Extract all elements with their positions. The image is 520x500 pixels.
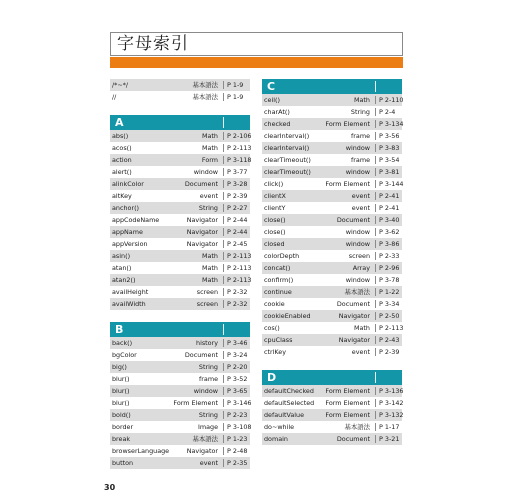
index-row — [110, 385, 250, 397]
entry-category: Navigator — [186, 240, 218, 248]
entry-page: P 2-96 — [379, 264, 400, 272]
section-b-table — [110, 337, 250, 469]
index-row — [110, 238, 250, 250]
entry-page: P 3-28 — [227, 180, 248, 188]
entry-page: P 3-118 — [227, 156, 252, 164]
column-divider — [223, 387, 224, 395]
entry-page: P 2-113 — [227, 252, 252, 260]
entry-name: acos() — [112, 144, 132, 152]
entry-name: /*~*/ — [112, 81, 129, 89]
index-row — [262, 334, 402, 346]
entry-page: P 3-54 — [379, 156, 400, 164]
index-row — [110, 130, 250, 142]
entry-category: Form — [201, 156, 218, 164]
entry-category: window — [345, 276, 370, 284]
entry-page: P 3-77 — [227, 168, 248, 176]
column-divider — [223, 192, 224, 200]
column-divider — [375, 192, 376, 200]
column-divider — [223, 411, 224, 419]
index-row — [262, 385, 402, 397]
entry-name: abs() — [112, 132, 129, 140]
entry-category: Math — [202, 252, 218, 260]
entry-name: availHeight — [112, 288, 149, 296]
entry-name: ceil() — [264, 96, 280, 104]
entry-category: 基本語法 — [192, 435, 218, 443]
entry-name: bgColor — [112, 351, 137, 359]
entry-category: history — [196, 339, 218, 347]
entry-category: Navigator — [338, 336, 370, 344]
entry-category: Math — [202, 264, 218, 272]
entry-category: Math — [354, 324, 370, 332]
entry-name: clearTimeout() — [264, 168, 311, 176]
index-row — [262, 178, 402, 190]
column-divider — [375, 300, 376, 308]
entry-category: screen — [196, 300, 218, 308]
entry-name: ctrlKey — [264, 348, 287, 356]
entry-name: alert() — [112, 168, 132, 176]
index-row — [262, 322, 402, 334]
entry-page: P 3-83 — [379, 144, 400, 152]
column-divider — [223, 216, 224, 224]
entry-page: P 3-46 — [227, 339, 248, 347]
index-row — [110, 202, 250, 214]
column-divider — [375, 204, 376, 212]
entry-name: continue — [264, 288, 292, 296]
entry-name: big() — [112, 363, 127, 371]
index-row — [262, 130, 402, 142]
entry-category: 基本語法 — [344, 288, 370, 296]
entry-page: P 3-142 — [379, 399, 404, 407]
index-row — [110, 286, 250, 298]
entry-name: bold() — [112, 411, 131, 419]
entry-category: Navigator — [186, 228, 218, 236]
entry-page: P 1-22 — [379, 288, 400, 296]
entry-name: defaultValue — [264, 411, 305, 419]
entry-category: frame — [351, 132, 370, 140]
entry-category: Math — [202, 276, 218, 284]
entry-name: anchor() — [112, 204, 140, 212]
entry-name: cookieEnabled — [264, 312, 311, 320]
entry-category: Form Element — [325, 180, 370, 188]
entry-page: P 2-27 — [227, 204, 248, 212]
entry-name: cookie — [264, 300, 285, 308]
index-row — [110, 154, 250, 166]
entry-name: cpuClass — [264, 336, 293, 344]
entry-category: event — [351, 204, 370, 212]
index-row — [110, 373, 250, 385]
entry-page: P 3-34 — [379, 300, 400, 308]
entry-name: domain — [264, 435, 288, 443]
index-row — [262, 421, 402, 433]
entry-name: colorDepth — [264, 252, 300, 260]
entry-page: P 2-44 — [227, 228, 248, 236]
index-row — [262, 214, 402, 226]
entry-page: P 2-33 — [379, 252, 400, 260]
entry-category: Form Element — [325, 387, 370, 395]
entry-name: availWidth — [112, 300, 146, 308]
index-row — [262, 286, 402, 298]
index-row — [262, 409, 402, 421]
entry-name: click() — [264, 180, 284, 188]
entry-name: checked — [264, 120, 291, 128]
column-divider — [223, 240, 224, 248]
column-divider — [375, 144, 376, 152]
index-row — [110, 142, 250, 154]
column-divider — [223, 435, 224, 443]
symbols-table — [110, 79, 250, 103]
index-row — [262, 226, 402, 238]
column-divider — [375, 132, 376, 140]
entry-name: back() — [112, 339, 133, 347]
index-row — [262, 238, 402, 250]
entry-page: P 3-24 — [227, 351, 248, 359]
index-row — [262, 433, 402, 445]
column-divider — [223, 168, 224, 176]
entry-page: P 2-23 — [227, 411, 248, 419]
index-row — [262, 346, 402, 358]
entry-name: // — [112, 93, 117, 101]
column-divider — [375, 240, 376, 248]
column-divider — [375, 276, 376, 284]
entry-page: P 2-32 — [227, 288, 248, 296]
column-divider — [223, 228, 224, 236]
entry-name: blur() — [112, 375, 130, 383]
entry-category: event — [351, 192, 370, 200]
section-letter: B — [115, 323, 124, 336]
entry-page: P 2-48 — [227, 447, 248, 455]
entry-page: P 2-50 — [379, 312, 400, 320]
entry-name: blur() — [112, 399, 130, 407]
entry-category: Math — [354, 96, 370, 104]
entry-category: Document — [184, 180, 218, 188]
section-header-a — [110, 115, 250, 130]
entry-category: Navigator — [186, 216, 218, 224]
index-row — [110, 91, 250, 103]
column-divider — [375, 288, 376, 296]
entry-page: P 3-134 — [379, 120, 404, 128]
column-divider — [223, 351, 224, 359]
entry-category: event — [351, 348, 370, 356]
entry-page: P 3-65 — [227, 387, 248, 395]
index-row — [110, 349, 250, 361]
column-divider — [223, 81, 224, 89]
column-divider — [223, 132, 224, 140]
entry-category: Navigator — [186, 447, 218, 455]
entry-name: appCodeName — [112, 216, 160, 224]
entry-category: window — [345, 168, 370, 176]
entry-page: P 2-41 — [379, 192, 400, 200]
column-divider — [375, 336, 376, 344]
column-divider — [375, 312, 376, 320]
entry-page: P 3-40 — [379, 216, 400, 224]
entry-category: 基本語法 — [192, 81, 218, 89]
index-row — [262, 298, 402, 310]
entry-page: P 2-39 — [379, 348, 400, 356]
index-row — [110, 274, 250, 286]
column-divider — [375, 264, 376, 272]
entry-page: P 2-32 — [227, 300, 248, 308]
entry-name: asin() — [112, 252, 131, 260]
index-row — [110, 214, 250, 226]
entry-name: defaultChecked — [264, 387, 314, 395]
column-divider — [223, 363, 224, 371]
column-divider — [375, 399, 376, 407]
index-row — [262, 310, 402, 322]
entry-page: P 2-106 — [227, 132, 252, 140]
column-divider — [223, 447, 224, 455]
entry-name: concat() — [264, 264, 291, 272]
entry-page: P 2-20 — [227, 363, 248, 371]
entry-name: button — [112, 459, 134, 467]
entry-page: P 2-113 — [227, 144, 252, 152]
section-header-c — [262, 79, 402, 94]
column-divider — [375, 348, 376, 356]
entry-name: browserLanguage — [112, 447, 170, 455]
entry-category: String — [198, 411, 218, 419]
column-divider — [223, 423, 224, 431]
entry-name: break — [112, 435, 131, 443]
entry-page: P 3-108 — [227, 423, 252, 431]
column-divider — [375, 120, 376, 128]
entry-name: defaultSelected — [264, 399, 315, 407]
section-c-table — [262, 94, 402, 358]
entry-page: P 3-136 — [379, 387, 404, 395]
column-divider — [223, 180, 224, 188]
entry-name: clearInterval() — [264, 144, 310, 152]
entry-name: charAt() — [264, 108, 290, 116]
index-row — [110, 421, 250, 433]
entry-name: blur() — [112, 387, 130, 395]
section-header-b — [110, 322, 250, 337]
entry-name: atan() — [112, 264, 132, 272]
entry-page: P 2-44 — [227, 216, 248, 224]
index-row — [262, 106, 402, 118]
column-divider — [375, 180, 376, 188]
entry-page: P 2-110 — [379, 96, 404, 104]
index-row — [110, 178, 250, 190]
column-divider — [375, 108, 376, 116]
section-a-table — [110, 130, 250, 310]
entry-category: String — [198, 204, 218, 212]
column-divider — [375, 252, 376, 260]
entry-name: cos() — [264, 324, 280, 332]
entry-name: confirm() — [264, 276, 294, 284]
entry-name: clientX — [264, 192, 286, 200]
index-row — [110, 337, 250, 349]
column-divider — [375, 411, 376, 419]
entry-name: atan2() — [112, 276, 136, 284]
index-row — [262, 154, 402, 166]
entry-category: window — [345, 144, 370, 152]
index-row — [262, 202, 402, 214]
index-row — [262, 166, 402, 178]
entry-category: screen — [196, 288, 218, 296]
column-divider — [375, 324, 376, 332]
entry-category: Form Element — [325, 399, 370, 407]
entry-category: Document — [336, 435, 370, 443]
entry-category: String — [198, 363, 218, 371]
entry-page: P 1-9 — [227, 81, 244, 89]
column-divider — [375, 423, 376, 431]
column-divider — [223, 300, 224, 308]
entry-page: P 2-41 — [379, 204, 400, 212]
index-row — [110, 361, 250, 373]
index-row — [110, 433, 250, 445]
entry-category: Math — [202, 132, 218, 140]
entry-category: frame — [199, 375, 218, 383]
index-row — [110, 298, 250, 310]
index-row — [262, 274, 402, 286]
entry-category: window — [345, 228, 370, 236]
column-divider — [223, 399, 224, 407]
entry-category: 基本語法 — [344, 423, 370, 431]
column-divider — [223, 93, 224, 101]
column-divider — [223, 276, 224, 284]
section-d-table — [262, 385, 402, 445]
entry-page: P 3-21 — [379, 435, 400, 443]
entry-page: P 2-43 — [379, 336, 400, 344]
entry-page: P 1-9 — [227, 93, 244, 101]
entry-category: Form Element — [173, 399, 218, 407]
entry-name: appVersion — [112, 240, 148, 248]
index-row — [110, 226, 250, 238]
index-row — [110, 262, 250, 274]
index-row — [262, 190, 402, 202]
entry-name: clearInterval() — [264, 132, 310, 140]
index-row — [262, 118, 402, 130]
column-divider — [223, 339, 224, 347]
entry-category: Array — [352, 264, 370, 272]
index-row — [110, 190, 250, 202]
entry-page: P 3-52 — [227, 375, 248, 383]
column-divider — [375, 387, 376, 395]
page-number: 30 — [104, 483, 116, 492]
index-row — [110, 457, 250, 469]
section-letter: D — [267, 371, 277, 384]
column-divider — [223, 204, 224, 212]
entry-page: P 3-86 — [379, 240, 400, 248]
page-title: 字母索引 — [110, 32, 403, 56]
entry-category: Form Element — [325, 120, 370, 128]
index-row — [110, 409, 250, 421]
title-accent-bar — [110, 57, 403, 68]
entry-name: appName — [112, 228, 143, 236]
entry-page: P 3-81 — [379, 168, 400, 176]
column-divider — [375, 168, 376, 176]
section-header-d — [262, 370, 402, 385]
column-divider — [223, 156, 224, 164]
column-divider — [375, 216, 376, 224]
index-row — [262, 397, 402, 409]
column-divider — [223, 252, 224, 260]
entry-page: P 2-35 — [227, 459, 248, 467]
entry-page: P 2-113 — [379, 324, 404, 332]
entry-category: Document — [336, 300, 370, 308]
entry-category: Document — [336, 216, 370, 224]
entry-page: P 3-56 — [379, 132, 400, 140]
entry-page: P 3-146 — [227, 399, 252, 407]
entry-name: close() — [264, 228, 286, 236]
entry-category: window — [345, 240, 370, 248]
entry-page: P 2-4 — [379, 108, 396, 116]
entry-category: window — [193, 168, 218, 176]
entry-category: 基本語法 — [192, 93, 218, 101]
entry-page: P 3-62 — [379, 228, 400, 236]
section-letter: A — [115, 116, 124, 129]
entry-page: P 1-23 — [227, 435, 248, 443]
entry-name: clearTimeout() — [264, 156, 311, 164]
index-row — [262, 94, 402, 106]
entry-page: P 2-39 — [227, 192, 248, 200]
index-row — [262, 262, 402, 274]
entry-page: P 1-17 — [379, 423, 400, 431]
index-row — [110, 445, 250, 457]
column-divider — [375, 435, 376, 443]
column-divider — [223, 288, 224, 296]
index-row — [110, 250, 250, 262]
column-divider — [223, 375, 224, 383]
entry-page: P 2-45 — [227, 240, 248, 248]
index-row — [262, 250, 402, 262]
column-divider — [375, 228, 376, 236]
column-divider — [375, 96, 376, 104]
entry-page: P 3-144 — [379, 180, 404, 188]
column-divider — [223, 264, 224, 272]
entry-category: screen — [348, 252, 370, 260]
entry-category: event — [199, 192, 218, 200]
index-row — [262, 142, 402, 154]
entry-name: border — [112, 423, 134, 431]
column-divider — [375, 156, 376, 164]
entry-category: window — [193, 387, 218, 395]
entry-name: alinkColor — [112, 180, 144, 188]
entry-name: closed — [264, 240, 285, 248]
entry-category: Form Element — [325, 411, 370, 419]
entry-page: P 3-132 — [379, 411, 404, 419]
index-row — [110, 397, 250, 409]
column-divider — [223, 459, 224, 467]
column-divider — [223, 144, 224, 152]
section-letter: C — [267, 80, 276, 93]
entry-name: do~while — [264, 423, 295, 431]
entry-category: Navigator — [338, 312, 370, 320]
entry-category: Math — [202, 144, 218, 152]
entry-category: frame — [351, 156, 370, 164]
entry-category: String — [350, 108, 370, 116]
entry-name: clientY — [264, 204, 286, 212]
entry-name: altKey — [112, 192, 132, 200]
index-row — [110, 166, 250, 178]
entry-name: action — [112, 156, 132, 164]
index-row — [110, 79, 250, 91]
entry-page: P 2-113 — [227, 276, 252, 284]
entry-category: Image — [197, 423, 218, 431]
entry-name: close() — [264, 216, 286, 224]
entry-category: event — [199, 459, 218, 467]
entry-page: P 3-78 — [379, 276, 400, 284]
entry-category: Document — [184, 351, 218, 359]
entry-page: P 2-113 — [227, 264, 252, 272]
